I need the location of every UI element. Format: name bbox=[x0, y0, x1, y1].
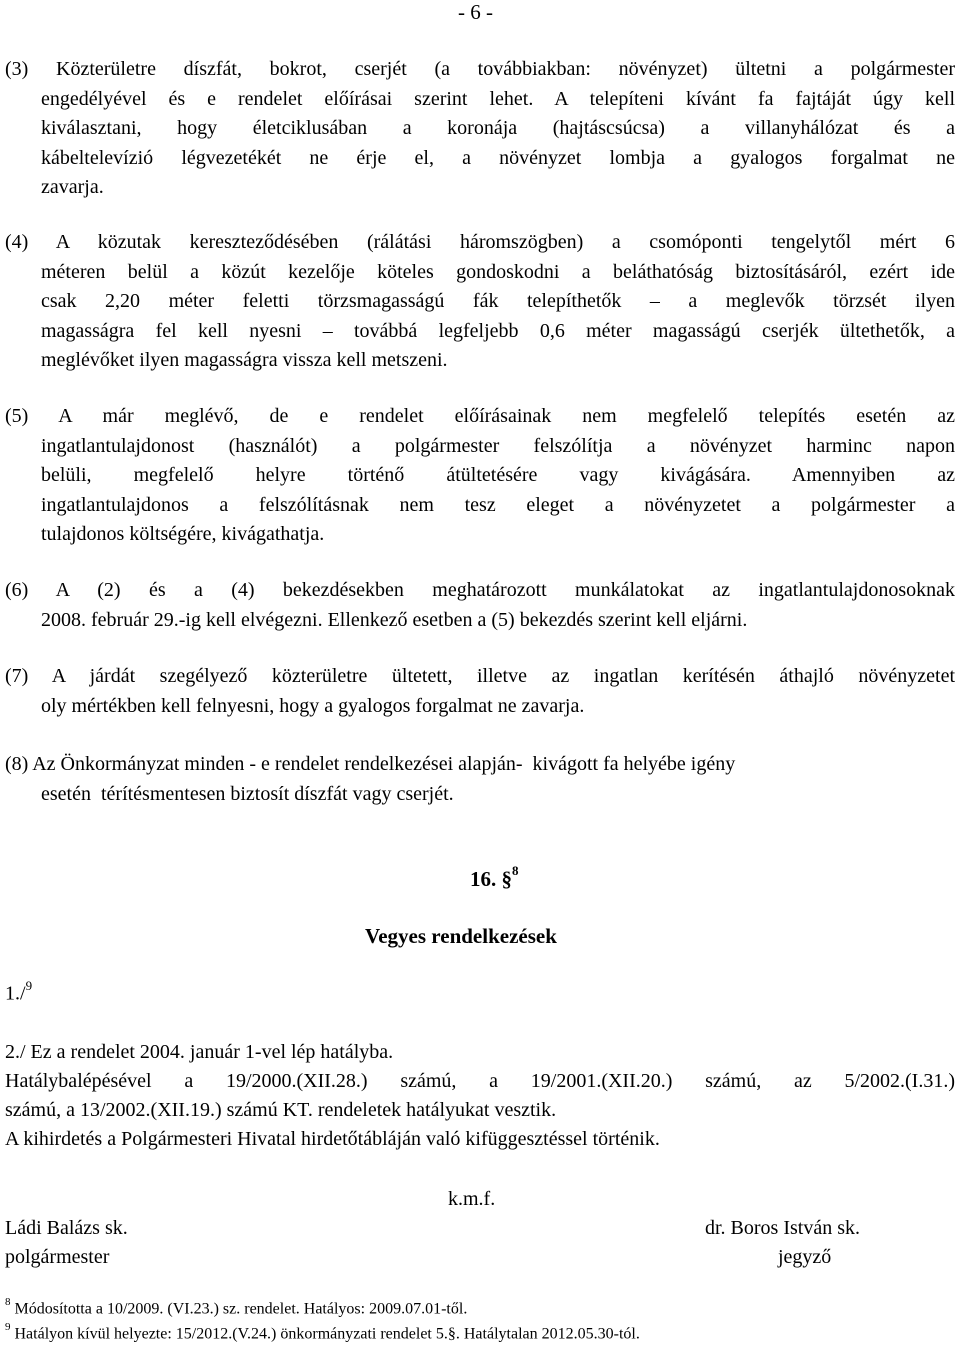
footnote-number: 9 bbox=[5, 1321, 11, 1333]
paragraph-line: (4) A közutak kereszteződésében (rálátási háromszögben) a csomóponti tengelytől mért 6 bbox=[5, 231, 955, 253]
paragraph-line: engedélyével és e rendelet előírásai szerint lehet. A telepíteni kívánt fa fajtáját úgy kell bbox=[41, 87, 955, 110]
paragraph-line: ingatlantulajdonost (használót) a polgármester felszólítja a növényzet harminc napon bbox=[41, 434, 955, 457]
point-2-line: 2./ Ez a rendelet 2004. január 1-vel lép hatályba. bbox=[5, 1041, 394, 1063]
paragraph-line: kiválasztani, hogy életciklusában a koronája (hajtáscsúcsa) a villanyhálózat és a bbox=[41, 117, 955, 139]
point-2-block bbox=[5, 1038, 955, 1154]
paragraph-line: meglévőket ilyen magasságra vissza kell metszeni. bbox=[41, 349, 448, 371]
paragraph-line: belüli, megfelelő helyre történő átültetésére vagy kivágására. Amennyiben az bbox=[41, 464, 955, 486]
point-2-line: A kihirdetés a Polgármesteri Hivatal hirdetőtábláján való kifüggesztéssel történik. bbox=[5, 1128, 660, 1150]
page-number: - 6 - bbox=[458, 0, 493, 24]
section-footnote-ref: 8 bbox=[512, 863, 519, 878]
point-1-label: 1./ bbox=[5, 982, 26, 1005]
paragraph-3 bbox=[5, 55, 955, 203]
paragraph-line: (7) A járdát szegélyező közterületre ültetett, illetve az ingatlan kerítésén áthajló növényzetet bbox=[5, 665, 955, 687]
paragraph-6 bbox=[5, 576, 955, 635]
paragraph-8 bbox=[5, 750, 955, 809]
paragraph-line: (5) A már meglévő, de e rendelet előírásainak nem megfelelő telepítés esetén az bbox=[5, 405, 955, 427]
paragraph-line: (3) Közterületre díszfát, bokrot, cserjét (a továbbiakban: növényzet) ültetni a polgármester bbox=[5, 58, 955, 80]
paragraph-line: kábeltelevízió légvezetékét ne érje el, a növényzet lombja a gyalogos forgalmat ne bbox=[41, 146, 955, 169]
point-2-line: számú, a 13/2002.(XII.19.) számú KT. rendeletek hatályukat vesztik. bbox=[5, 1099, 557, 1121]
paragraph-line: oly mértékben kell felnyesni, hogy a gyalogos forgalmat ne zavarja. bbox=[41, 694, 585, 717]
footnote bbox=[5, 1323, 640, 1343]
paragraph-line: tulajdonos költségére, kivágathatja. bbox=[41, 523, 325, 545]
kmf-label: k.m.f. bbox=[448, 1188, 496, 1210]
footnote-text: Hatályon kívül helyezte: 15/2012.(V.24.) önkormányzati rendelet 5.§. Hatálytalan 2012.05.30-tól. bbox=[14, 1325, 640, 1343]
paragraph-line: magasságra fel kell nyesni – továbbá legfeljebb 0,6 méter magasságú cserjék ültethetők, a bbox=[41, 319, 955, 342]
section-heading bbox=[470, 863, 519, 892]
point-2-line: Hatálybalépésével a 19/2000.(XII.28.) számú, a 19/2001.(XII.20.) számú, az 5/2002.(I.31.) bbox=[5, 1070, 955, 1092]
signatory-left-title: polgármester bbox=[5, 1246, 110, 1268]
paragraph-line: méteren belül a közút kezelője köteles gondoskodni a beláthatóság biztosításáról, ezért ide bbox=[41, 260, 955, 283]
section-label: 16. § bbox=[470, 867, 512, 891]
paragraph-line: zavarja. bbox=[41, 176, 104, 198]
signatory-right-title: jegyző bbox=[778, 1246, 832, 1268]
point-1-footnote-ref: 9 bbox=[25, 978, 33, 993]
signatory-right-name: dr. Boros István sk. bbox=[705, 1217, 860, 1239]
paragraph-line: (6) A (2) és a (4) bekezdésekben meghatározott munkálatokat az ingatlantulajdonosoknak bbox=[5, 579, 955, 601]
point-1 bbox=[5, 980, 32, 1006]
signatory-left-name: Ládi Balázs sk. bbox=[5, 1217, 128, 1239]
footnote-number: 8 bbox=[5, 1296, 11, 1308]
footnote-text: Módosította a 10/2009. (VI.23.) sz. rendelet. Hatályos: 2009.07.01-től. bbox=[14, 1300, 468, 1318]
paragraph-line: esetén térítésmentesen biztosít díszfát vagy cserjét. bbox=[41, 782, 454, 805]
paragraph-line: csak 2,20 méter feletti törzsmagasságú fák telepíthetők – a meglevők törzsét ilyen bbox=[41, 290, 955, 312]
paragraph-7 bbox=[5, 662, 955, 721]
paragraph-line: 2008. február 29.-ig kell elvégezni. Ellenkező esetben a (5) bekezdés szerint kell eljárni. bbox=[41, 608, 748, 631]
section-title: Vegyes rendelkezések bbox=[365, 924, 557, 948]
paragraph-line: ingatlantulajdonos a felszólításnak nem tesz eleget a növényzetet a polgármester a bbox=[41, 493, 955, 516]
footnote bbox=[5, 1298, 467, 1318]
paragraph-4 bbox=[5, 228, 955, 376]
paragraph-5 bbox=[5, 402, 955, 550]
paragraph-line: (8) Az Önkormányzat minden - e rendelet rendelkezései alapján- kivágott fa helyébe igény bbox=[5, 753, 736, 775]
